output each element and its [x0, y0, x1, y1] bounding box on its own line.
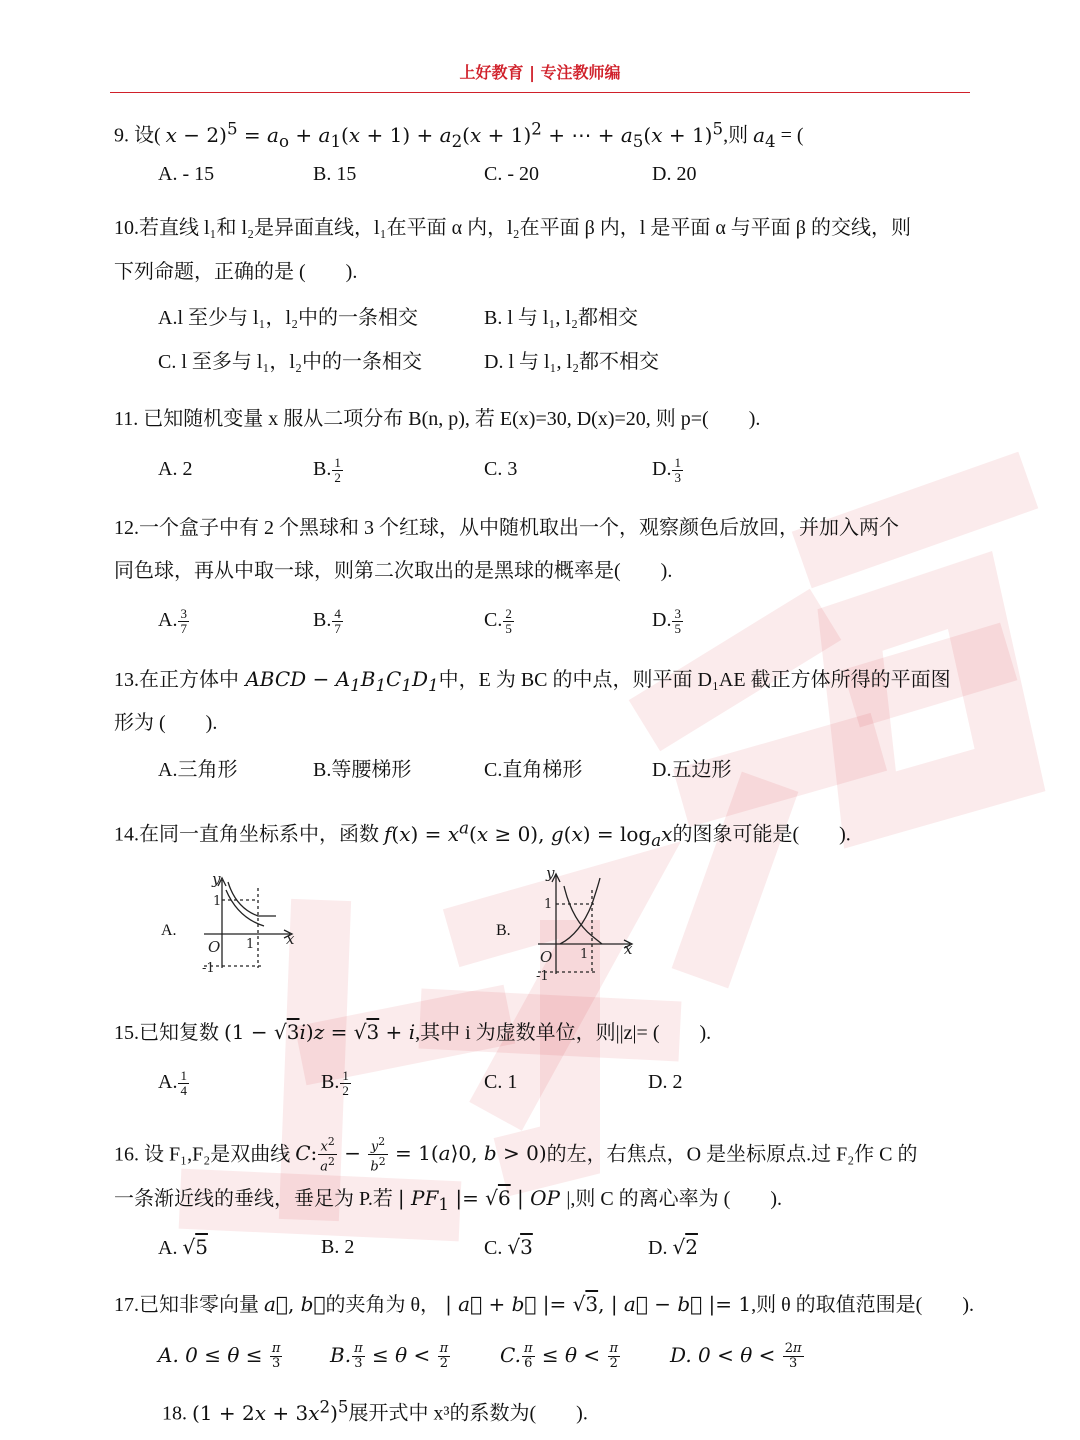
q10-option-c[interactable]: C. l 至多与 l₁，l₂中的一条相交	[158, 351, 422, 373]
question-14	[114, 815, 974, 854]
q14a-axis-x: x	[286, 930, 295, 948]
q9-tail: = (	[780, 124, 804, 147]
q12-options	[0, 607, 1080, 637]
q10-option-b[interactable]: B. l 与 l₁, l₂都相交	[484, 307, 638, 329]
q14a-axis-y: y	[212, 870, 221, 888]
question-13	[114, 666, 974, 699]
q12-option-a[interactable]: A. $\frac{3}{7}$	[158, 606, 187, 636]
q12-option-b[interactable]: B. $\frac{4}{7}$	[313, 606, 341, 636]
q17-condition: | a⃗ + b⃗ |= √3, | a⃗ − b⃗ |= 1	[445, 1292, 752, 1316]
q9-suffix: ,则	[723, 124, 749, 147]
q18-prefix: 18.	[162, 1402, 187, 1425]
q17-options	[0, 1342, 1080, 1372]
q11-option-b[interactable]: B. $\frac{1}{2}$	[313, 455, 341, 485]
page-header: 上好教育 | 专注教师编	[459, 63, 621, 82]
q17-option-c[interactable]: C. $\frac{\pi}{6}$ ≤ θ < $\frac{\pi}{2}$	[500, 1341, 619, 1371]
q16-suffix: 的左，右焦点，O 是坐标原点.过 F₂作 C 的	[546, 1143, 918, 1166]
q14a-tick-x: 1	[246, 937, 255, 952]
q17-mid: 的夹角为 θ，	[325, 1294, 441, 1316]
q16-option-b[interactable]: B. 2	[321, 1236, 355, 1258]
q15-option-a[interactable]: A. $\frac{1}{4}$	[158, 1068, 187, 1098]
q14b-tick-neg: -1	[536, 969, 549, 982]
q13-option-a[interactable]: A.三角形	[158, 759, 238, 781]
q17-suffix: ,则 θ 的取值范围是( ).	[751, 1294, 974, 1316]
q14a-tick-neg: -1	[202, 961, 215, 976]
q12-fraction-a: $\frac{3}{7}$	[180, 606, 187, 636]
q14-graph-b-label[interactable]: B.	[496, 922, 511, 939]
q11-option-d[interactable]: D. $\frac{1}{3}$	[652, 455, 681, 485]
q11-fraction-d: $\frac{1}{3}$	[674, 455, 681, 485]
q12-option-d[interactable]: D. $\frac{3}{5}$	[652, 606, 681, 636]
q14-formula: $f(x) = x^a(x \ge 0)$, $g(x) = \log_ax$	[384, 818, 673, 850]
q15-option-d[interactable]: D. 2	[648, 1071, 683, 1093]
q14-graph-b[interactable]	[534, 860, 644, 982]
q9-options	[0, 161, 1080, 191]
q14-suffix: 的图象可能是( ).	[672, 823, 851, 846]
q9-prefix: 9. 设(	[114, 124, 161, 147]
q14b-axis-x: x	[624, 940, 633, 958]
q16-prefix: 16. 设 F₁,F₂是双曲线	[114, 1143, 291, 1166]
q11-fraction-b: $\frac{1}{2}$	[334, 455, 341, 485]
q16-option-c[interactable]: C. √3	[484, 1235, 533, 1259]
q9-formula: $x - 2)^5 = a_o + a_1(x + 1) + a_2(x + 1)^2$ + ⋯ + $a_5(x + 1)^5$	[165, 119, 724, 151]
q9-option-a[interactable]: A. - 15	[158, 163, 215, 185]
q11-option-c[interactable]: C. 3	[484, 458, 518, 480]
q14-graph-a-label[interactable]: A.	[161, 922, 177, 939]
q16-option-d[interactable]: D. √2	[648, 1235, 698, 1259]
question-17	[114, 1291, 974, 1318]
q12-fraction-d: $\frac{3}{5}$	[674, 606, 681, 636]
q13-cube: ABCD − $A_1B_1C_1D_1$	[239, 667, 439, 695]
q17-vectors: a⃗, b⃗	[264, 1292, 326, 1316]
q13-prefix: 13.在正方体中	[114, 669, 239, 691]
q17-option-d[interactable]: D. 0 < θ < $\frac{2\pi}{3}$	[670, 1341, 802, 1371]
q14b-axis-y: y	[546, 864, 555, 882]
q9-option-d[interactable]: D. 20	[652, 163, 697, 185]
q14a-tick-y: 1	[213, 894, 222, 909]
q9-option-c[interactable]: C. - 20	[484, 163, 539, 185]
q18-suffix: 展开式中 x³的系数为( ).	[348, 1402, 588, 1425]
q16-line2-suffix: |,则 C 的离心率为 ( ).	[566, 1188, 783, 1210]
q15-prefix: 15.已知复数	[114, 1022, 219, 1044]
q14b-origin: O	[540, 948, 553, 966]
q16-options	[0, 1234, 1080, 1264]
q11-option-a[interactable]: A. 2	[158, 458, 193, 480]
question-16	[114, 1135, 974, 1175]
q13-option-d[interactable]: D.五边形	[652, 759, 732, 781]
q15-options	[0, 1069, 1080, 1099]
q10-line-2: 下列命题，正确的是 ( ).	[114, 261, 358, 283]
q16-formula: C: $\frac{x^2}{a^2}$ − $\frac{y^2}{b^2}$ = 1(a⟩0, b > 0)	[295, 1135, 547, 1175]
q9-target: $a_4$	[753, 122, 776, 151]
q15-option-c[interactable]: C. 1	[484, 1071, 518, 1093]
q9-option-b[interactable]: B. 15	[313, 163, 357, 185]
q15-formula: (1 − √3i)z = √3 + i	[224, 1020, 416, 1044]
q12-fraction-b: $\frac{4}{7}$	[334, 606, 341, 636]
q14b-tick-x: 1	[580, 947, 589, 962]
q13-line-2: 形为 ( ).	[114, 712, 218, 734]
q15-fraction-a: $\frac{1}{4}$	[180, 1068, 187, 1098]
question-11: 11. 已知随机变量 x 服从二项分布 B(n, p), 若 E(x)=30, D(x)=20, 则 p=( ).	[114, 408, 761, 430]
q17-option-b[interactable]: B. $\frac{\pi}{3}$ ≤ θ < $\frac{\pi}{2}$	[330, 1341, 449, 1371]
q11-options	[0, 456, 1080, 486]
q14b-tick-y: 1	[544, 897, 553, 912]
q14a-origin: O	[208, 938, 221, 956]
q12-line-1: 12.一个盒子中有 2 个黑球和 3 个红球，从中随机取出一个，观察颜色后放回，并加入两个	[114, 517, 899, 539]
question-15	[114, 1019, 974, 1046]
q16-line-2	[114, 1185, 974, 1218]
q12-option-c[interactable]: C. $\frac{2}{5}$	[484, 606, 512, 636]
question-18	[162, 1394, 1022, 1427]
q18-formula: $(1 + 2x + 3x^2)^5$	[192, 1397, 349, 1425]
q17-prefix: 17.已知非零向量	[114, 1294, 259, 1316]
q13-suffix: 中，E 为 BC 的中点，则平面 D₁AE 截正方体所得的平面图	[438, 669, 951, 691]
q12-fraction-c: $\frac{2}{5}$	[505, 606, 512, 636]
q15-fraction-b: $\frac{1}{2}$	[342, 1068, 349, 1098]
q14-prefix: 14.在同一直角坐标系中，函数	[114, 823, 379, 846]
q16-line2-prefix: 一条渐近线的垂线，垂足为 P.若	[114, 1188, 393, 1210]
question-9	[114, 116, 974, 155]
q16-condition: | $PF_1$ |= √6 | OP	[397, 1186, 560, 1214]
q10-line-1: 10.若直线 l₁和 l₂是异面直线，l₁在平面 α 内，l₂在平面 β 内，l 是平面 α 与平面 β 的交线，则	[114, 217, 911, 239]
q13-option-c[interactable]: C.直角梯形	[484, 759, 583, 781]
q12-line-2: 同色球，再从中取一球，则第二次取出的是黑球的概率是( ).	[114, 560, 673, 582]
q10-options-row-2	[0, 349, 1080, 379]
q13-option-b[interactable]: B.等腰梯形	[313, 759, 412, 781]
q15-option-b[interactable]: B. $\frac{1}{2}$	[321, 1068, 349, 1098]
q14-graph-a[interactable]	[198, 868, 308, 978]
q13-options	[0, 757, 1080, 787]
q10-option-d[interactable]: D. l 与 l₁, l₂都不相交	[484, 351, 660, 373]
q10-options-row-1	[0, 305, 1080, 335]
q10-option-a[interactable]: A.l 至少与 l₁，l₂中的一条相交	[158, 307, 419, 329]
q17-option-a[interactable]: A. 0 ≤ θ ≤ $\frac{\pi}{3}$	[158, 1341, 281, 1371]
q15-suffix: ,其中 i 为虚数单位，则||z|= ( ).	[415, 1022, 712, 1044]
q16-option-a[interactable]: A. √5	[158, 1235, 208, 1259]
